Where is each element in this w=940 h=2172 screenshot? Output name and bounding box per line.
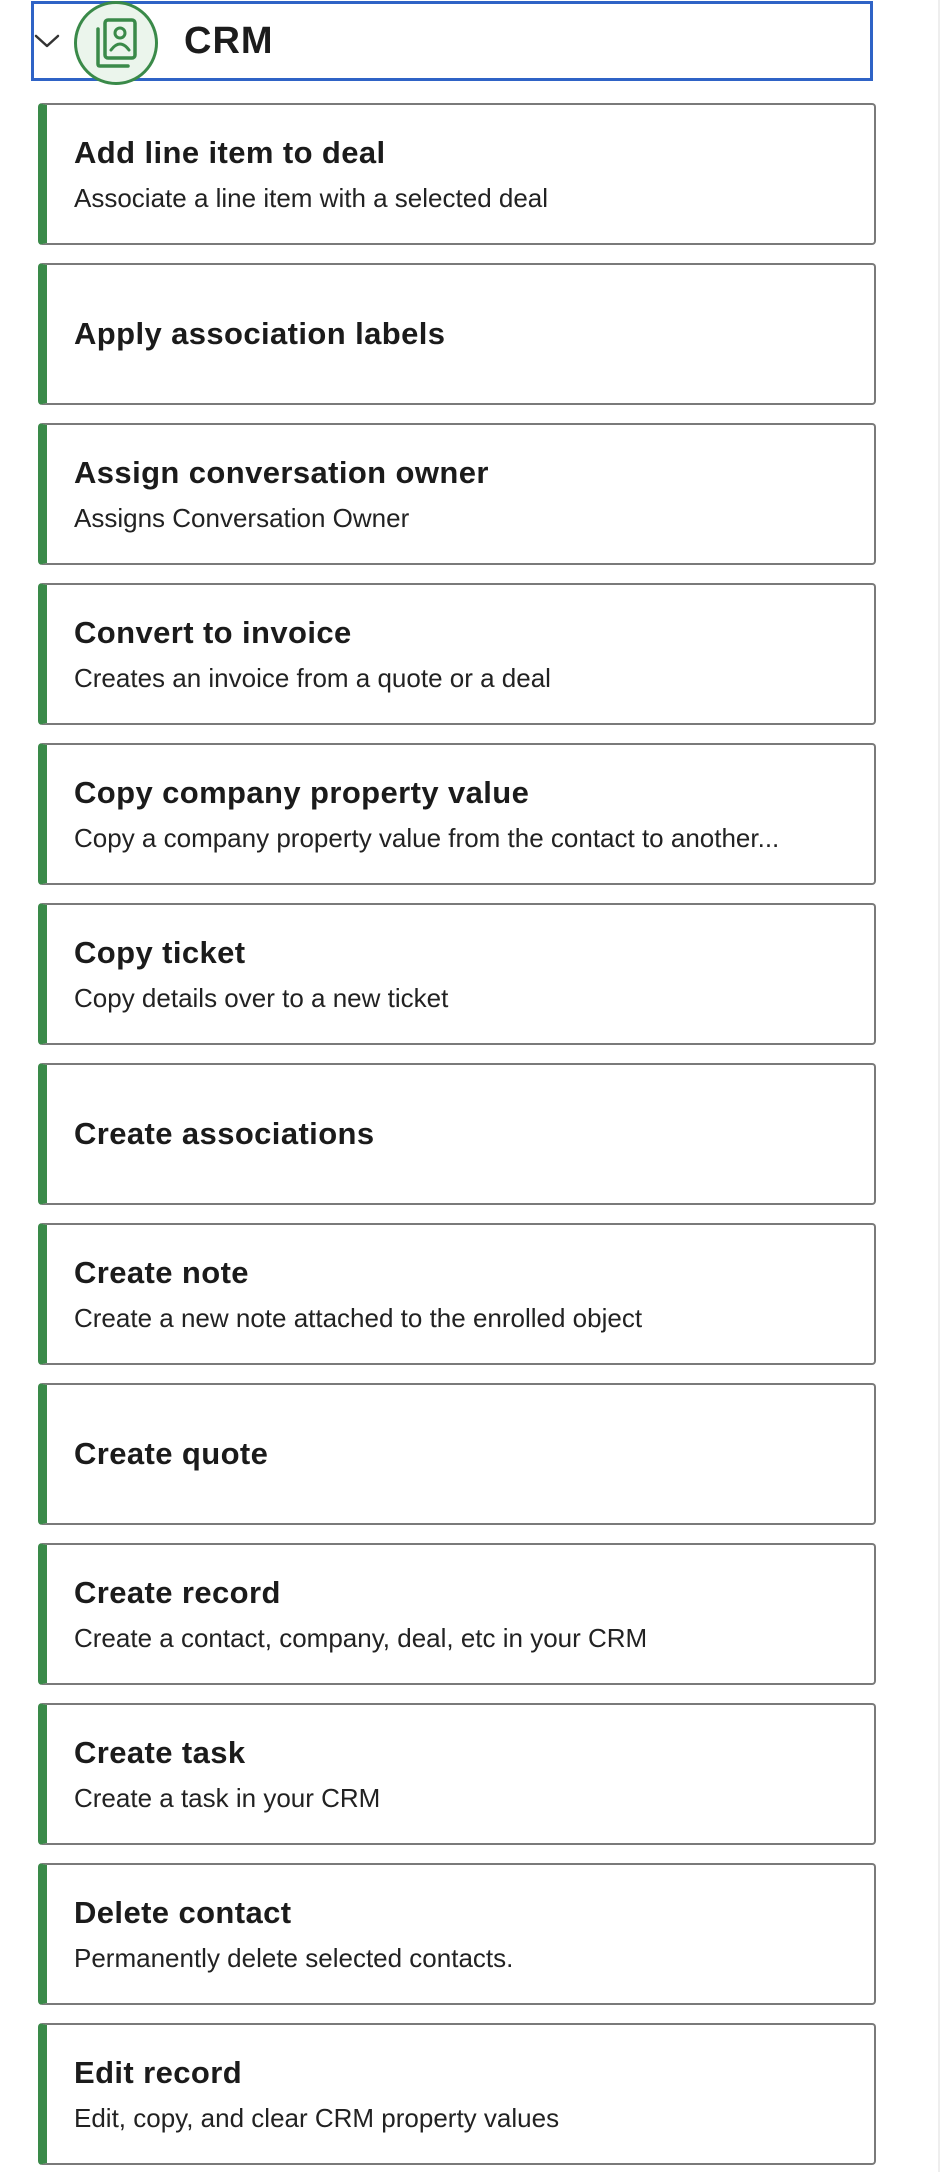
action-title: Delete contact (74, 1895, 292, 1930)
action-card[interactable] (38, 1223, 876, 1365)
action-card[interactable] (38, 743, 876, 885)
action-description: Copy a company property value from the contact to another... (74, 823, 780, 853)
action-card[interactable] (38, 1703, 876, 1845)
action-title: Convert to invoice (74, 615, 352, 650)
action-title: Create note (74, 1255, 249, 1290)
action-description: Create a task in your CRM (74, 1783, 381, 1813)
action-title: Apply association labels (74, 316, 446, 351)
action-description: Assigns Conversation Owner (74, 503, 410, 533)
action-description: Permanently delete selected contacts. (74, 1943, 514, 1973)
action-description: Copy details over to a new ticket (74, 983, 449, 1013)
action-title: Create record (74, 1575, 281, 1610)
action-card[interactable] (38, 1383, 876, 1525)
action-card[interactable] (38, 103, 876, 245)
action-description: Edit, copy, and clear CRM property values (74, 2103, 560, 2133)
action-description: Creates an invoice from a quote or a deal (74, 663, 551, 693)
action-card[interactable] (38, 1863, 876, 2005)
contact-book-icon (74, 1, 158, 85)
action-card[interactable] (38, 423, 876, 565)
action-title: Copy company property value (74, 775, 530, 810)
action-title: Create associations (74, 1116, 375, 1151)
action-card[interactable] (38, 583, 876, 725)
action-title: Create quote (74, 1436, 269, 1471)
action-description: Create a contact, company, deal, etc in your CRM (74, 1623, 648, 1653)
action-title: Copy ticket (74, 935, 246, 970)
action-title: Add line item to deal (74, 135, 386, 170)
action-card[interactable] (38, 2023, 876, 2165)
action-title: Edit record (74, 2055, 243, 2090)
section-title: CRM (184, 19, 274, 62)
chevron-down-icon[interactable] (34, 28, 60, 54)
action-description: Create a new note attached to the enrolled object (74, 1303, 643, 1333)
crm-section-header[interactable] (31, 1, 873, 81)
action-card[interactable] (38, 903, 876, 1045)
action-title: Create task (74, 1735, 246, 1770)
action-card[interactable] (38, 1543, 876, 1685)
action-card[interactable] (38, 263, 876, 405)
action-card[interactable] (38, 1063, 876, 1205)
action-description: Associate a line item with a selected deal (74, 183, 549, 213)
action-title: Assign conversation owner (74, 455, 489, 490)
